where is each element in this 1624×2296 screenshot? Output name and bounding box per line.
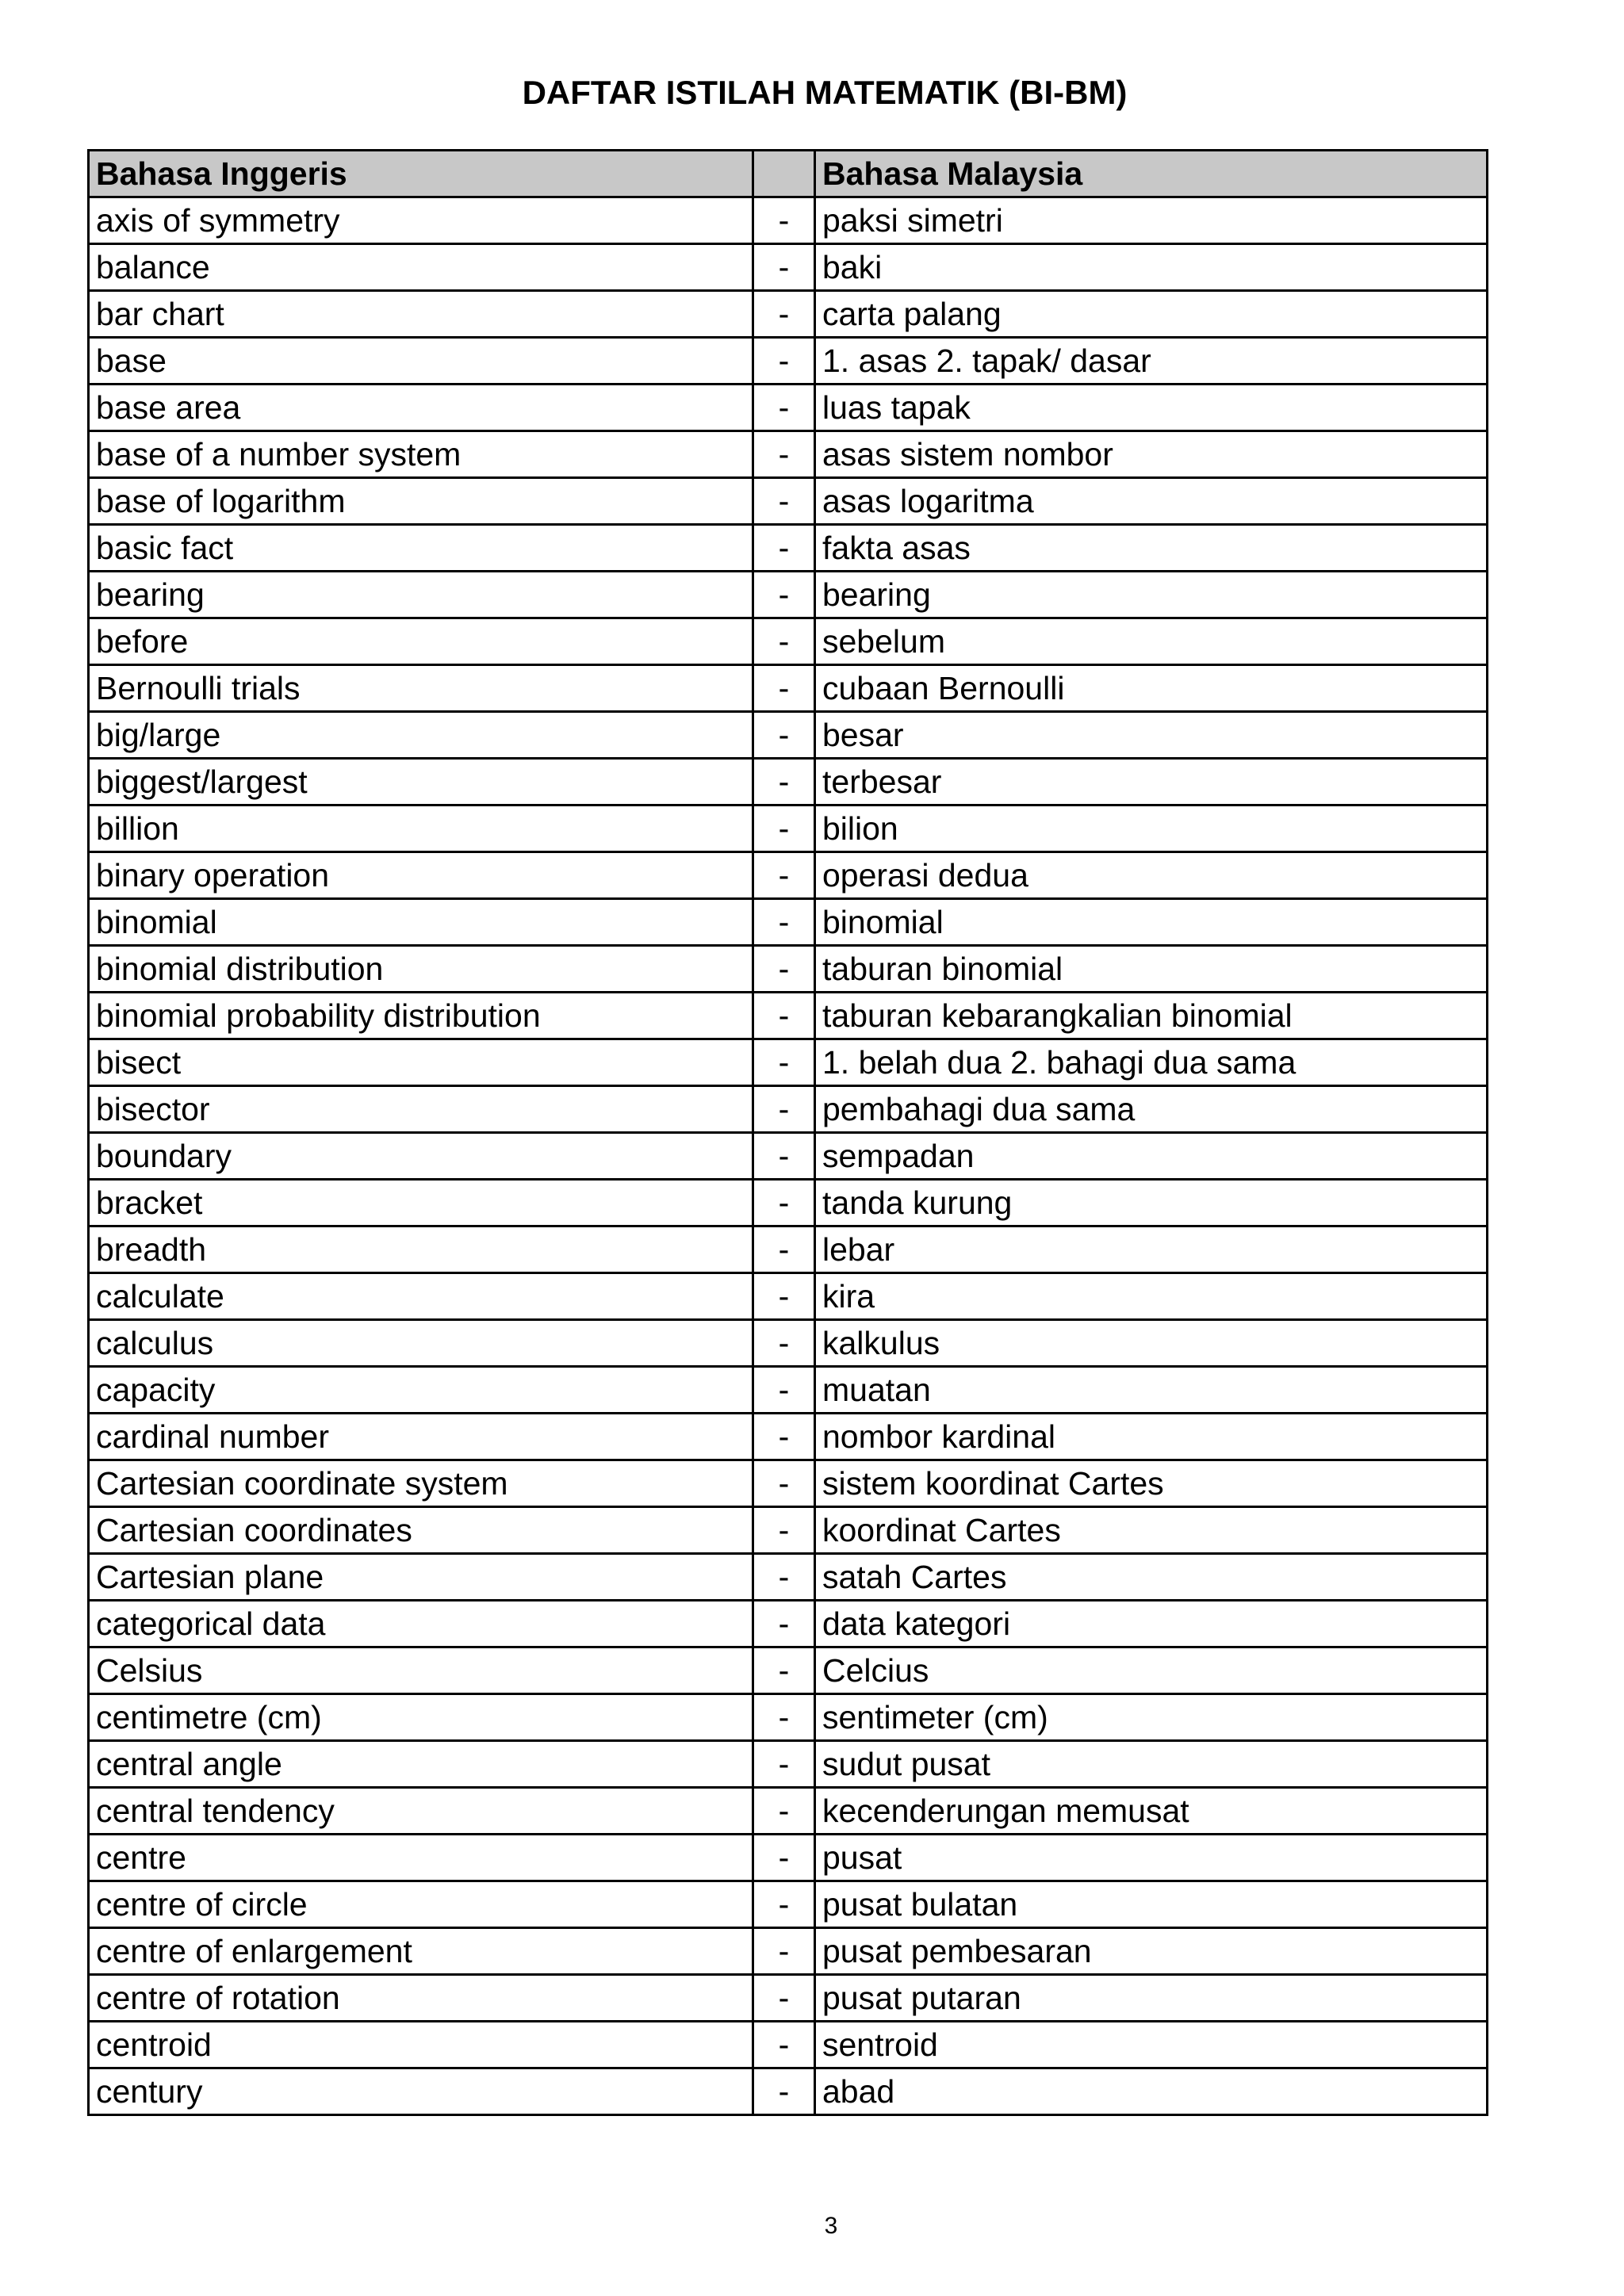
glossary-table xyxy=(87,149,1488,2116)
separator-cell: - xyxy=(753,1086,815,1133)
separator-cell: - xyxy=(753,1881,815,1928)
table-row xyxy=(89,2068,1488,2115)
table-row xyxy=(89,712,1488,759)
malay-term-cell: pusat putaran xyxy=(815,1975,1488,2022)
english-term-cell: binomial probability distribution xyxy=(89,993,753,1039)
table-row xyxy=(89,1928,1488,1975)
table-row xyxy=(89,1320,1488,1367)
separator-cell: - xyxy=(753,1039,815,1086)
malay-term-cell: pusat xyxy=(815,1835,1488,1881)
table-row xyxy=(89,1086,1488,1133)
malay-term-cell: operasi dedua xyxy=(815,852,1488,899)
malay-term-cell: paksi simetri xyxy=(815,197,1488,244)
english-term-cell: central tendency xyxy=(89,1788,753,1835)
malay-term-cell: lebar xyxy=(815,1226,1488,1273)
separator-cell: - xyxy=(753,1367,815,1414)
separator-cell: - xyxy=(753,1133,815,1180)
separator-cell: - xyxy=(753,1460,815,1507)
separator-cell: - xyxy=(753,1788,815,1835)
english-term-cell: breadth xyxy=(89,1226,753,1273)
malay-term-cell: sistem koordinat Cartes xyxy=(815,1460,1488,1507)
english-term-cell: axis of symmetry xyxy=(89,197,753,244)
english-term-cell: cardinal number xyxy=(89,1414,753,1460)
separator-cell: - xyxy=(753,1554,815,1601)
english-term-cell: capacity xyxy=(89,1367,753,1414)
malay-term-cell: bearing xyxy=(815,572,1488,618)
malay-term-cell: taburan binomial xyxy=(815,946,1488,993)
table-row xyxy=(89,244,1488,291)
english-term-cell: Bernoulli trials xyxy=(89,665,753,712)
table-row xyxy=(89,1414,1488,1460)
separator-cell: - xyxy=(753,2068,815,2115)
separator-cell: - xyxy=(753,665,815,712)
malay-term-cell: sempadan xyxy=(815,1133,1488,1180)
malay-term-cell: terbesar xyxy=(815,759,1488,806)
separator-cell: - xyxy=(753,197,815,244)
separator-cell: - xyxy=(753,244,815,291)
malay-term-cell: baki xyxy=(815,244,1488,291)
english-term-cell: Cartesian plane xyxy=(89,1554,753,1601)
separator-cell: - xyxy=(753,899,815,946)
malay-term-cell: sentroid xyxy=(815,2022,1488,2068)
table-row xyxy=(89,338,1488,385)
malay-term-cell: bilion xyxy=(815,806,1488,852)
page-number: 3 xyxy=(824,2213,838,2239)
malay-term-cell: luas tapak xyxy=(815,385,1488,431)
malay-term-cell: pusat bulatan xyxy=(815,1881,1488,1928)
separator-cell: - xyxy=(753,1507,815,1554)
malay-term-cell: 1. belah dua 2. bahagi dua sama xyxy=(815,1039,1488,1086)
separator-cell: - xyxy=(753,618,815,665)
english-term-cell: binomial distribution xyxy=(89,946,753,993)
separator-cell: - xyxy=(753,1975,815,2022)
separator-cell: - xyxy=(753,1180,815,1226)
separator-cell: - xyxy=(753,291,815,338)
separator-cell: - xyxy=(753,946,815,993)
english-term-cell: centimetre (cm) xyxy=(89,1694,753,1741)
malay-term-cell: besar xyxy=(815,712,1488,759)
english-term-cell: centre of rotation xyxy=(89,1975,753,2022)
malay-term-cell: data kategori xyxy=(815,1601,1488,1647)
separator-cell: - xyxy=(753,1741,815,1788)
malay-term-cell: sebelum xyxy=(815,618,1488,665)
table-row xyxy=(89,1835,1488,1881)
english-term-cell: biggest/largest xyxy=(89,759,753,806)
english-term-cell: before xyxy=(89,618,753,665)
table-row xyxy=(89,1226,1488,1273)
table-row xyxy=(89,618,1488,665)
english-term-cell: Cartesian coordinate system xyxy=(89,1460,753,1507)
english-term-cell: Cartesian coordinates xyxy=(89,1507,753,1554)
english-term-cell: base area xyxy=(89,385,753,431)
separator-cell: - xyxy=(753,1320,815,1367)
malay-term-cell: nombor kardinal xyxy=(815,1414,1488,1460)
english-term-cell: centre of circle xyxy=(89,1881,753,1928)
table-row xyxy=(89,1273,1488,1320)
separator-cell: - xyxy=(753,1226,815,1273)
english-term-cell: balance xyxy=(89,244,753,291)
table-row xyxy=(89,759,1488,806)
english-term-cell: centre xyxy=(89,1835,753,1881)
table-row xyxy=(89,1460,1488,1507)
english-term-cell: billion xyxy=(89,806,753,852)
english-term-cell: base xyxy=(89,338,753,385)
malay-term-cell: binomial xyxy=(815,899,1488,946)
column-header-english: Bahasa Inggeris xyxy=(89,151,753,197)
table-row xyxy=(89,665,1488,712)
english-term-cell: calculus xyxy=(89,1320,753,1367)
malay-term-cell: muatan xyxy=(815,1367,1488,1414)
table-row xyxy=(89,2022,1488,2068)
english-term-cell: boundary xyxy=(89,1133,753,1180)
english-term-cell: bearing xyxy=(89,572,753,618)
english-term-cell: bar chart xyxy=(89,291,753,338)
english-term-cell: binary operation xyxy=(89,852,753,899)
table-row xyxy=(89,1039,1488,1086)
table-row xyxy=(89,1554,1488,1601)
column-header-separator xyxy=(753,151,815,197)
english-term-cell: binomial xyxy=(89,899,753,946)
malay-term-cell: kecenderungan memusat xyxy=(815,1788,1488,1835)
malay-term-cell: kalkulus xyxy=(815,1320,1488,1367)
separator-cell: - xyxy=(753,1647,815,1694)
table-row xyxy=(89,478,1488,525)
english-term-cell: categorical data xyxy=(89,1601,753,1647)
glossary-body xyxy=(89,197,1488,2115)
separator-cell: - xyxy=(753,525,815,572)
malay-term-cell: pembahagi dua sama xyxy=(815,1086,1488,1133)
separator-cell: - xyxy=(753,1601,815,1647)
malay-term-cell: abad xyxy=(815,2068,1488,2115)
table-row xyxy=(89,197,1488,244)
column-header-malay: Bahasa Malaysia xyxy=(815,151,1488,197)
english-term-cell: big/large xyxy=(89,712,753,759)
malay-term-cell: asas sistem nombor xyxy=(815,431,1488,478)
malay-term-cell: carta palang xyxy=(815,291,1488,338)
english-term-cell: bisector xyxy=(89,1086,753,1133)
english-term-cell: calculate xyxy=(89,1273,753,1320)
english-term-cell: century xyxy=(89,2068,753,2115)
english-term-cell: bisect xyxy=(89,1039,753,1086)
malay-term-cell: sudut pusat xyxy=(815,1741,1488,1788)
table-row xyxy=(89,431,1488,478)
malay-term-cell: koordinat Cartes xyxy=(815,1507,1488,1554)
table-row xyxy=(89,291,1488,338)
english-term-cell: base of logarithm xyxy=(89,478,753,525)
separator-cell: - xyxy=(753,1835,815,1881)
english-term-cell: base of a number system xyxy=(89,431,753,478)
separator-cell: - xyxy=(753,1273,815,1320)
table-row xyxy=(89,1881,1488,1928)
malay-term-cell: 1. asas 2. tapak/ dasar xyxy=(815,338,1488,385)
english-term-cell: Celsius xyxy=(89,1647,753,1694)
separator-cell: - xyxy=(753,759,815,806)
malay-term-cell: tanda kurung xyxy=(815,1180,1488,1226)
table-row xyxy=(89,899,1488,946)
english-term-cell: centre of enlargement xyxy=(89,1928,753,1975)
table-row xyxy=(89,1601,1488,1647)
malay-term-cell: cubaan Bernoulli xyxy=(815,665,1488,712)
malay-term-cell: Celcius xyxy=(815,1647,1488,1694)
separator-cell: - xyxy=(753,385,815,431)
malay-term-cell: satah Cartes xyxy=(815,1554,1488,1601)
english-term-cell: central angle xyxy=(89,1741,753,1788)
table-row xyxy=(89,385,1488,431)
separator-cell: - xyxy=(753,478,815,525)
english-term-cell: basic fact xyxy=(89,525,753,572)
page-title: DAFTAR ISTILAH MATEMATIK (BI-BM) xyxy=(522,74,1128,111)
separator-cell: - xyxy=(753,572,815,618)
table-row xyxy=(89,1741,1488,1788)
table-row xyxy=(89,1367,1488,1414)
table-row xyxy=(89,1133,1488,1180)
table-row xyxy=(89,993,1488,1039)
separator-cell: - xyxy=(753,338,815,385)
separator-cell: - xyxy=(753,431,815,478)
table-row xyxy=(89,1647,1488,1694)
table-row xyxy=(89,852,1488,899)
table-row xyxy=(89,525,1488,572)
separator-cell: - xyxy=(753,2022,815,2068)
table-row xyxy=(89,1975,1488,2022)
malay-term-cell: asas logaritma xyxy=(815,478,1488,525)
separator-cell: - xyxy=(753,1414,815,1460)
separator-cell: - xyxy=(753,1694,815,1741)
table-row xyxy=(89,1507,1488,1554)
separator-cell: - xyxy=(753,993,815,1039)
english-term-cell: bracket xyxy=(89,1180,753,1226)
table-row xyxy=(89,946,1488,993)
table-header-row xyxy=(89,151,1488,197)
separator-cell: - xyxy=(753,712,815,759)
malay-term-cell: fakta asas xyxy=(815,525,1488,572)
malay-term-cell: kira xyxy=(815,1273,1488,1320)
malay-term-cell: pusat pembesaran xyxy=(815,1928,1488,1975)
table-row xyxy=(89,806,1488,852)
malay-term-cell: sentimeter (cm) xyxy=(815,1694,1488,1741)
table-row xyxy=(89,1788,1488,1835)
separator-cell: - xyxy=(753,852,815,899)
table-row xyxy=(89,1694,1488,1741)
table-row xyxy=(89,1180,1488,1226)
separator-cell: - xyxy=(753,806,815,852)
separator-cell: - xyxy=(753,1928,815,1975)
english-term-cell: centroid xyxy=(89,2022,753,2068)
table-row xyxy=(89,572,1488,618)
malay-term-cell: taburan kebarangkalian binomial xyxy=(815,993,1488,1039)
